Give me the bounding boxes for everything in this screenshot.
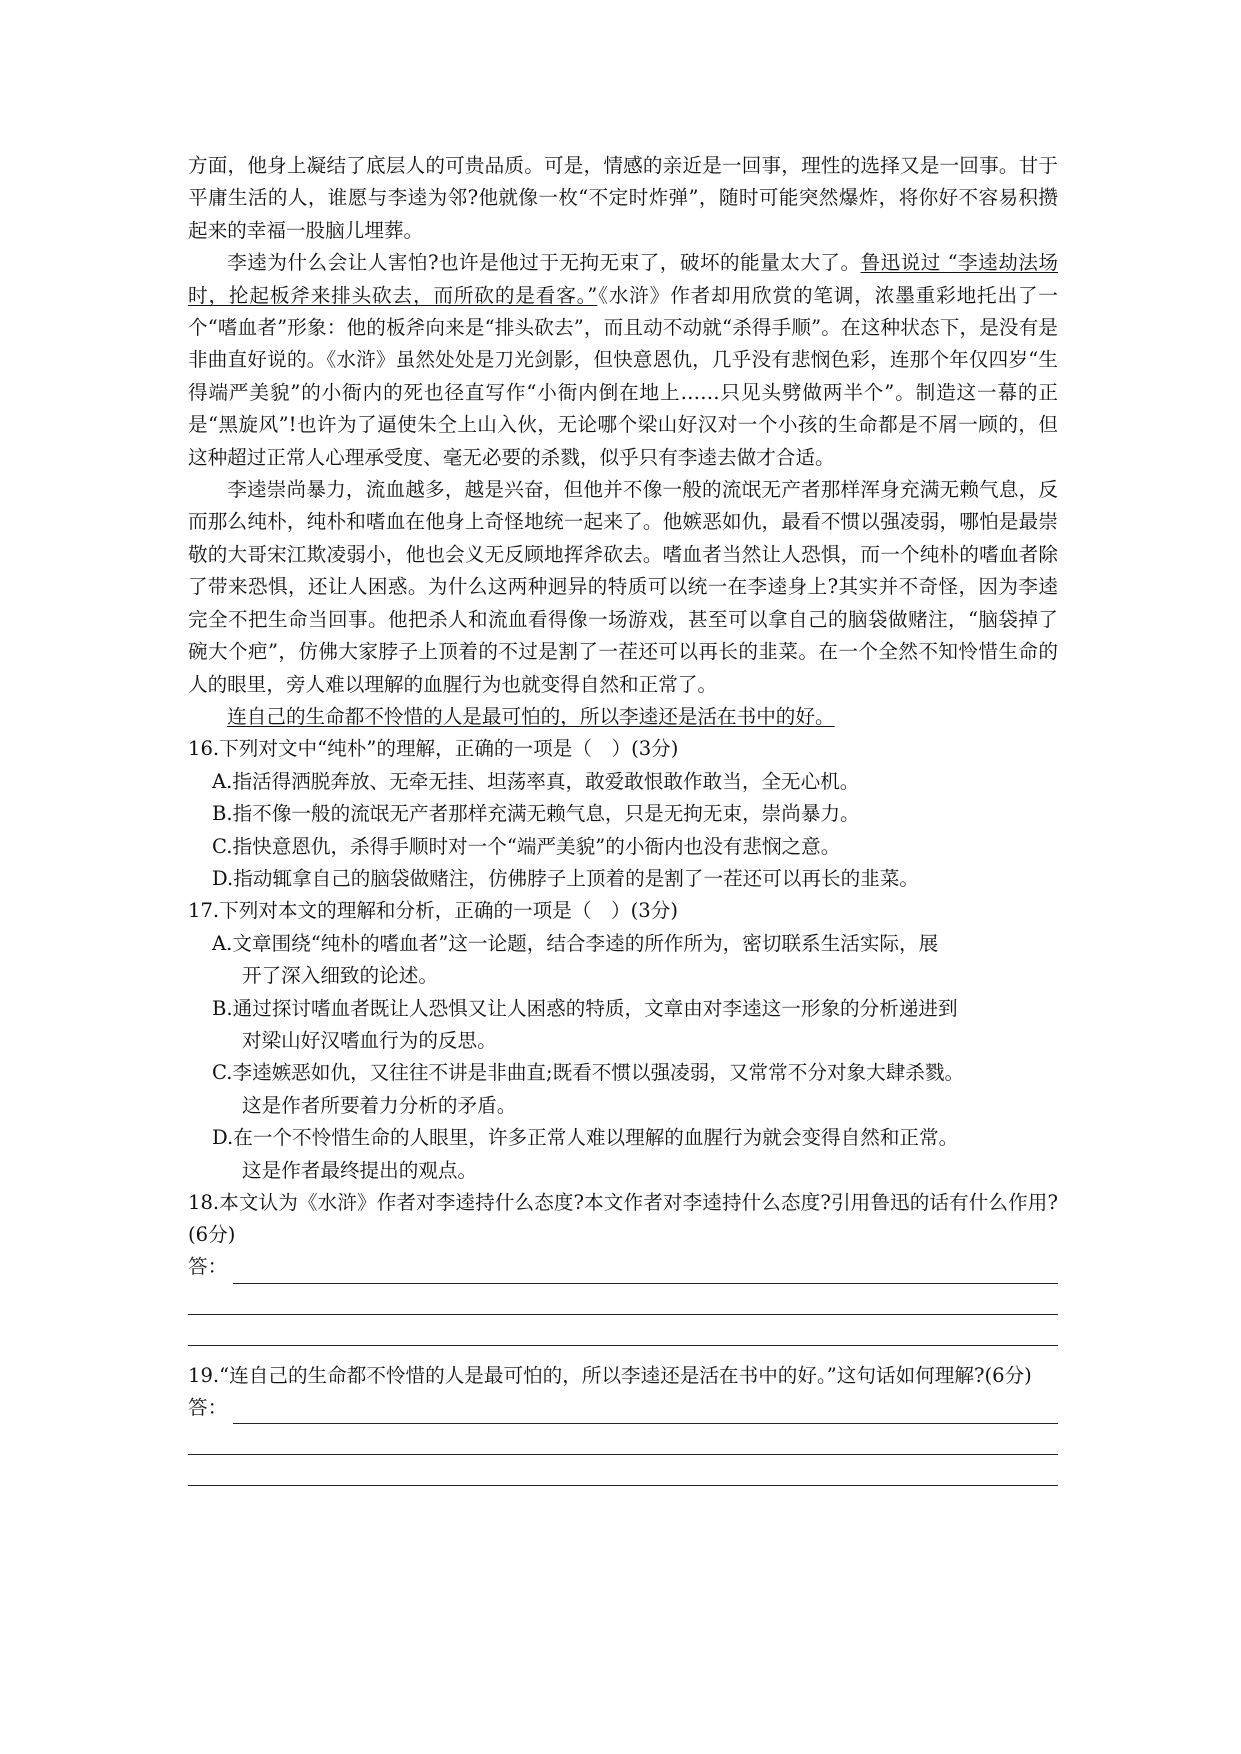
question-17-option-d-cont: 这是作者最终提出的观点。 [242, 1158, 478, 1182]
passage-paragraph-4 [188, 701, 1058, 733]
answer-rule[interactable] [188, 1315, 1058, 1346]
question-17-option-a-cont: 开了深入细致的论述。 [242, 964, 438, 988]
concluding-sentence: 连自己的生命都不怜惜的人是最可怕的，所以李逵还是活在书中的好。 [227, 704, 835, 728]
page-content [188, 150, 1058, 1486]
question-18-answer-label: 答： [188, 1255, 228, 1279]
passage-paragraph-2 [188, 247, 1058, 474]
question-18-stem: 18.本文认为《水浒》作者对李逵持什么态度?本文作者对李逵持什么态度?引用鲁迅的话有什么作用?(6分) [188, 1191, 1058, 1247]
answer-rule[interactable] [188, 1424, 1058, 1455]
question-16-option-a: A.指活得洒脱奔放、无牵无挂、坦荡率真，敢爱敢恨敢作敢当，全无心机。 [212, 769, 860, 793]
question-16-option-b: B.指不像一般的流氓无产者那样充满无赖气息，只是无拘无束，崇尚暴力。 [212, 802, 860, 826]
question-17-option-b-cont: 对梁山好汉嗜血行为的反思。 [242, 1028, 497, 1052]
lu-xun-quote: 鲁迅说过 “李逵劫法场时，抡起板斧来排头砍去，而所砍的是看客。” [188, 251, 1058, 307]
passage-p2-body: 《水浒》作者却用欣赏的笔调，浓墨重彩地托出了一个“嗜血者”形象：他的板斧向来是“排头砍去”，而且动不动就“杀得手顺”。在这种状态下，是没有是非曲直好说的。《水浒》虽然处处是刀光剑影，但快意恩仇，几乎没有悲悯色彩，连那个年仅四岁“生得端严美貌”的小衙内的死也径直写作“小衙内倒在地上……只见头劈做两半个”。制造这一幕的正是“黑旋风”!也许为了逼使朱仝上山入伙，无论哪个梁山好汉对一个小孩的生命都是不屑一顾的，但这种超过正常人心理承受度、毫无必要的杀戮，似乎只有李逵去做才合适。 [188, 283, 1058, 469]
question-16-option-c: C.指快意恩仇，杀得手顺时对一个“端严美貌”的小衙内也没有悲悯之意。 [212, 834, 841, 858]
answer-rule [233, 1262, 1058, 1284]
question-19-stem: 19.“连自己的生命都不怜惜的人是最可怕的，所以李逵还是活在书中的好。”这句话如何理解?(6分) [188, 1363, 1032, 1387]
question-17-option-d: D.在一个不怜惜生命的人眼里，许多正常人难以理解的血腥行为就会变得自然和正常。 [212, 1126, 959, 1150]
question-19-answer-label: 答： [188, 1395, 228, 1419]
passage-p2-lead: 李逵为什么会让人害怕?也许是他过于无拘无束了，破坏的能量太大了。 [227, 251, 861, 275]
answer-rule[interactable] [188, 1284, 1058, 1315]
question-17-option-c-cont: 这是作者所要着力分析的矛盾。 [242, 1093, 517, 1117]
question-17-option-b: B.通过探讨嗜血者既让人恐惧又让人困惑的特质，文章由对李逵这一形象的分析递进到 [212, 996, 958, 1020]
question-16-stem: 16.下列对文中“纯朴”的理解，正确的一项是（ ）(3分) [188, 737, 679, 761]
passage-paragraph-1: 方面，他身上凝结了底层人的可贵品质。可是，情感的亲近是一回事，理性的选择又是一回事。甘于平庸生活的人，谁愿与李逵为邻?他就像一枚“不定时炸弹”，随时可能突然爆炸，将你好不容易积攒起来的幸福一股脑儿埋葬。 [188, 154, 1058, 242]
answer-rule [233, 1402, 1058, 1424]
question-18-answer-line[interactable] [188, 1252, 1058, 1284]
spacer [188, 1346, 1058, 1360]
answer-rule[interactable] [188, 1455, 1058, 1486]
question-19-answer-line[interactable] [188, 1392, 1058, 1424]
question-17-option-a: A.文章围绕“纯朴的嗜血者”这一论题，结合李逵的所作所为，密切联系生活实际，展 [212, 931, 939, 955]
question-17-option-c: C.李逵嫉恶如仇，又往往不讲是非曲直;既看不惯以强凌弱，又常常不分对象大肆杀戮。 [212, 1061, 965, 1085]
question-17-stem: 17.下列对本文的理解和分析，正确的一项是（ ）(3分) [188, 899, 678, 923]
passage-paragraph-3: 李逵崇尚暴力，流血越多，越是兴奋，但他并不像一般的流氓无产者那样浑身充满无赖气息，反而那么纯朴，纯朴和嗜血在他身上奇怪地统一起来了。他嫉恶如仇，最看不惯以强凌弱，哪怕是最崇敬的大哥宋江欺凌弱小，他也会义无反顾地挥斧砍去。嗜血者当然让人恐惧，而一个纯朴的嗜血者除了带来恐惧，还让人困惑。为什么这两种迥异的特质可以统一在李逵身上?其实并不奇怪，因为李逵完全不把生命当回事。他把杀人和流血看得像一场游戏，甚至可以拿自己的脑袋做赌注，“脑袋掉了碗大个疤”，仿佛大家脖子上顶着的不过是割了一茬还可以再长的韭菜。在一个全然不知怜惜生命的人的眼里，旁人难以理解的血腥行为也就变得自然和正常了。 [188, 478, 1058, 696]
question-16-option-d: D.指动辄拿自己的脑袋做赌注，仿佛脖子上顶着的是割了一茬还可以再长的韭菜。 [212, 866, 920, 890]
